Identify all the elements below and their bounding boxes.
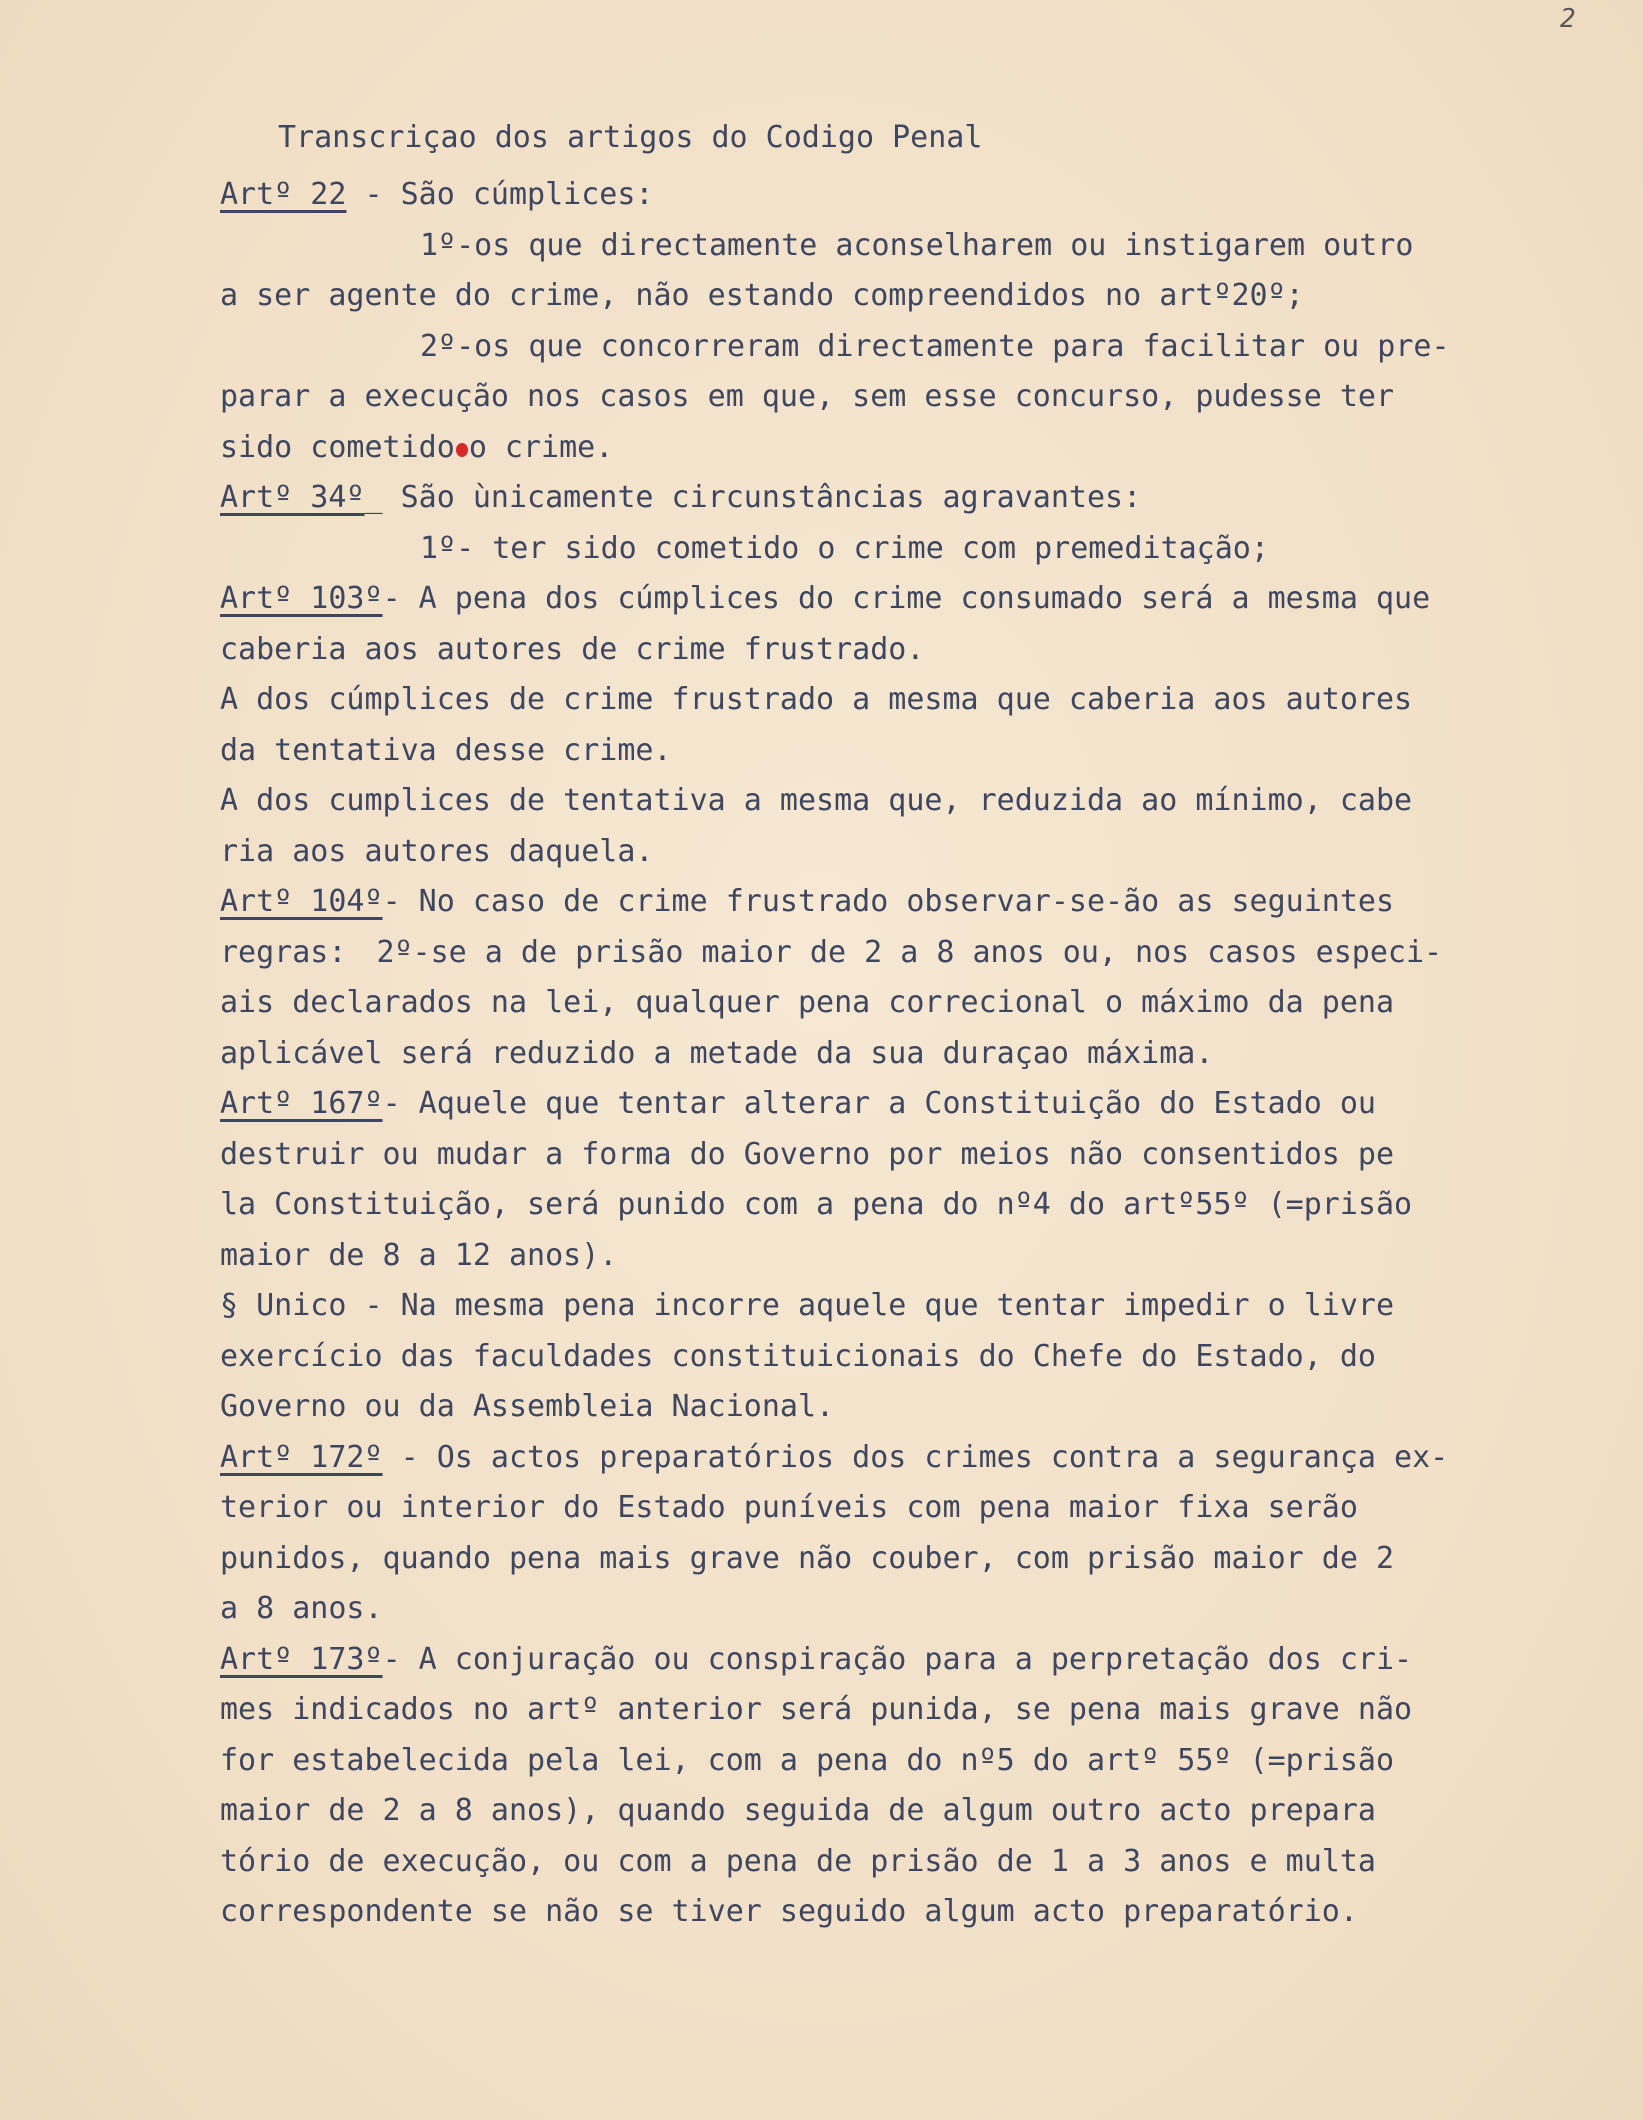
text-line <box>220 1837 1600 1888</box>
article-number: Artº 172º <box>220 1439 383 1475</box>
line-text: punidos, quando pena mais grave não couber, com prisão maior de 2 <box>220 1540 1394 1576</box>
article-number: Artº 103º <box>220 581 383 616</box>
text-line <box>220 1180 1600 1231</box>
line-text: a ser agente do crime, não estando compreendidos no artº20º; <box>220 278 1304 313</box>
article-number: Artº 104º <box>220 884 383 919</box>
line-text: 1º- ter sido cometido o crime com premeditação; <box>420 530 1269 566</box>
line-text: caberia aos autores de crime frustrado. <box>220 631 925 667</box>
line-text: Governo ou da Assembleia Nacional. <box>220 1389 835 1424</box>
text-line <box>220 827 1600 878</box>
text-line <box>220 978 1600 1029</box>
text-line <box>220 1534 1600 1585</box>
line-text: 2º-os que concorreram directamente para facilitar ou pre- <box>420 328 1450 364</box>
document-body <box>220 170 1600 1938</box>
text-line <box>220 675 1600 726</box>
line-text: a 8 anos. <box>220 1591 383 1626</box>
document-title: Transcriçao dos artigos do Codigo Penal <box>278 120 983 155</box>
text-line <box>220 372 1600 423</box>
text-line <box>220 574 1600 625</box>
line-text: sido cometido <box>220 429 455 465</box>
page-number: 2 <box>1560 4 1576 34</box>
line-text: for estabelecida pela lei, com a pena do nº5 do artº 55º (=prisão <box>220 1742 1394 1778</box>
text-line <box>220 221 1600 272</box>
article-number: Artº 22 <box>220 177 347 212</box>
text-line <box>220 1736 1600 1787</box>
text-line <box>220 1433 1600 1484</box>
text-line <box>220 1786 1600 1837</box>
text-line <box>220 877 1600 928</box>
text-line <box>220 1584 1600 1635</box>
red-ink-dot <box>456 443 468 457</box>
text-line <box>220 1382 1600 1433</box>
line-text: mes indicados no artº anterior será punida, se pena mais grave não <box>220 1692 1413 1727</box>
text-line <box>220 726 1600 777</box>
text-line <box>220 1332 1600 1383</box>
line-text: tório de execução, ou com a pena de prisão de 1 a 3 anos e multa <box>220 1843 1376 1879</box>
line-text: terior ou interior do Estado puníveis com pena maior fixa serão <box>220 1490 1358 1525</box>
line-text: - São cúmplices: <box>346 177 654 212</box>
text-line <box>220 1483 1600 1534</box>
text-line <box>220 1029 1600 1080</box>
line-text: regras: <box>220 934 347 970</box>
line-text: 1º-os que directamente aconselharem ou instigarem outro <box>420 227 1414 263</box>
text-line <box>220 473 1600 524</box>
line-text: da tentativa desse crime. <box>220 732 672 768</box>
text-line <box>220 1281 1600 1332</box>
text-line <box>220 271 1600 322</box>
line-text: - Os actos preparatórios dos crimes contra a segurança ex- <box>382 1439 1449 1475</box>
line-text: correspondente se não se tiver seguido algum acto preparatório. <box>220 1894 1358 1929</box>
text-line <box>220 776 1600 827</box>
line-text: - Aquele que tentar alterar a Constituição do Estado ou <box>382 1086 1376 1121</box>
line-text-continued: o crime. <box>468 429 614 465</box>
text-line <box>220 322 1600 373</box>
line-text: maior de 2 a 8 anos), quando seguida de algum outro acto prepara <box>220 1793 1376 1828</box>
text-line <box>220 1635 1600 1686</box>
line-text-continued: 2º-se a de prisão maior de 2 a 8 anos ou, nos casos especi- <box>376 934 1443 970</box>
line-text: - A conjuração ou conspiração para a perpretação dos cri- <box>382 1641 1413 1677</box>
line-text: ais declarados na lei, qualquer pena correcional o máximo da pena <box>220 985 1394 1020</box>
article-number: Artº 34º <box>220 480 365 515</box>
line-text: - No caso de crime frustrado observar-se-ão as seguintes <box>382 884 1395 919</box>
text-line <box>220 928 1600 979</box>
line-text: exercício das faculdades constituicionais do Chefe do Estado, do <box>220 1338 1376 1374</box>
line-text: ria aos autores daquela. <box>220 833 654 869</box>
text-line <box>220 625 1600 676</box>
text-line <box>220 1887 1600 1938</box>
line-text: destruir ou mudar a forma do Governo por meios não consentidos pe <box>220 1136 1394 1172</box>
line-text: aplicável será reduzido a metade da sua duraçao máxima. <box>220 1035 1214 1071</box>
line-text: A dos cumplices de tentativa a mesma que, reduzida ao mínimo, cabe <box>220 783 1413 818</box>
text-line <box>220 1231 1600 1282</box>
article-number: Artº 167º <box>220 1086 383 1121</box>
text-line <box>220 1685 1600 1736</box>
line-text: _ São ùnicamente circunstâncias agravantes: <box>364 480 1142 515</box>
line-text: la Constituição, será punido com a pena do nº4 do artº55º (=prisão <box>220 1187 1413 1222</box>
text-line <box>220 170 1600 221</box>
text-line <box>220 423 1600 474</box>
line-text: A dos cúmplices de crime frustrado a mesma que caberia aos autores <box>220 682 1413 717</box>
text-line <box>220 524 1600 575</box>
text-line <box>220 1130 1600 1181</box>
line-text: maior de 8 a 12 anos). <box>220 1237 618 1273</box>
line-text: § Unico - Na mesma pena incorre aquele que tentar impedir o livre <box>220 1288 1394 1323</box>
text-line <box>220 1079 1600 1130</box>
line-text: - A pena dos cúmplices do crime consumado será a mesma que <box>382 581 1431 616</box>
line-text: parar a execução nos casos em que, sem esse concurso, pudesse ter <box>220 379 1394 414</box>
article-number: Artº 173º <box>220 1641 383 1677</box>
